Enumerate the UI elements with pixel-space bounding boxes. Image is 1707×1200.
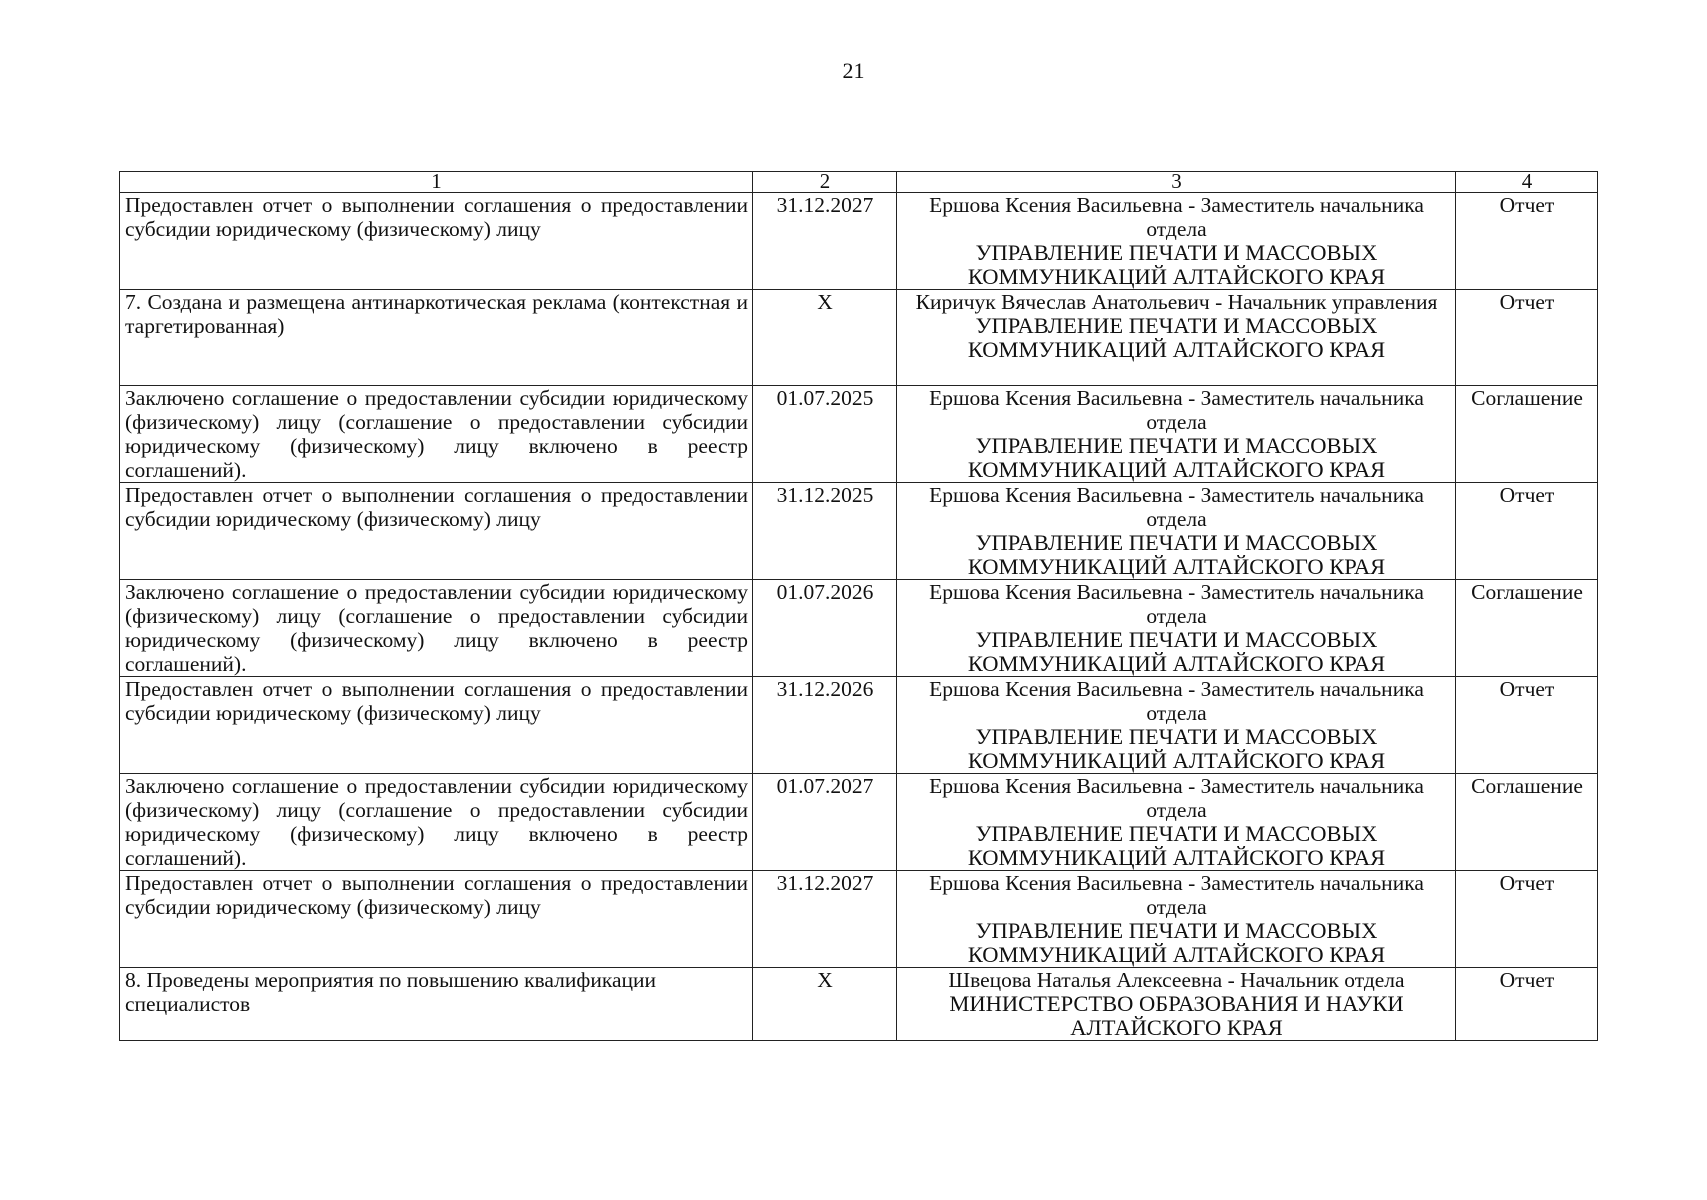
responsible-organization: УПРАВЛЕНИЕ ПЕЧАТИ И МАССОВЫХ КОММУНИКАЦИЙ АЛТАЙСКОГО КРАЯ <box>967 724 1386 773</box>
date-cell: 01.07.2027 <box>753 774 897 871</box>
responsible-person: Ершова Ксения Васильевна - Заместитель начальника отдела <box>929 193 1424 241</box>
date-cell: 01.07.2025 <box>753 386 897 483</box>
responsible-organization: МИНИСТЕРСТВО ОБРАЗОВАНИЯ И НАУКИ АЛТАЙСКОГО КРАЯ <box>949 991 1404 1040</box>
responsible-cell <box>897 193 1456 290</box>
responsible-organization: УПРАВЛЕНИЕ ПЕЧАТИ И МАССОВЫХ КОММУНИКАЦИЙ АЛТАЙСКОГО КРАЯ <box>967 530 1386 579</box>
table-row <box>120 290 1598 386</box>
responsible-person: Ершова Ксения Васильевна - Заместитель начальника отдела <box>929 580 1424 628</box>
responsible-cell <box>897 483 1456 580</box>
header-col-2: 2 <box>753 172 897 193</box>
date-cell: 31.12.2027 <box>753 871 897 968</box>
responsible-organization: УПРАВЛЕНИЕ ПЕЧАТИ И МАССОВЫХ КОММУНИКАЦИЙ АЛТАЙСКОГО КРАЯ <box>967 313 1386 362</box>
table-row <box>120 193 1598 290</box>
header-col-1: 1 <box>120 172 753 193</box>
task-cell: Предоставлен отчет о выполнении соглашения о предоставлении субсидии юридическому (физическому) лицу <box>120 193 753 290</box>
responsible-cell <box>897 871 1456 968</box>
date-cell: X <box>753 968 897 1041</box>
responsible-person: Швецова Наталья Алексеевна - Начальник отдела <box>948 968 1405 992</box>
table-row <box>120 483 1598 580</box>
plan-table-body <box>120 169 1598 1041</box>
header-col-4: 4 <box>1456 172 1598 193</box>
responsible-person: Киричук Вячеслав Анатольевич - Начальник управления <box>915 290 1438 314</box>
table-row <box>120 677 1598 774</box>
responsible-cell <box>897 968 1456 1041</box>
responsible-person: Ершова Ксения Васильевна - Заместитель начальника отдела <box>929 386 1424 434</box>
responsible-cell <box>897 386 1456 483</box>
document-type-cell: Отчет <box>1456 968 1598 1041</box>
page-number: 21 <box>842 58 865 83</box>
document-type-cell: Отчет <box>1456 677 1598 774</box>
date-cell: 01.07.2026 <box>753 580 897 677</box>
responsible-cell <box>897 580 1456 677</box>
document-type-cell: Соглашение <box>1456 386 1598 483</box>
task-cell: Предоставлен отчет о выполнении соглашения о предоставлении субсидии юридическому (физическому) лицу <box>120 871 753 968</box>
task-cell: Заключено соглашение о предоставлении субсидии юридическому (физическому) лицу (соглашение о предоставлении субсидии юридическому (физическому) лицу включено в реестр соглашений). <box>120 580 753 677</box>
task-cell: Заключено соглашение о предоставлении субсидии юридическому (физическому) лицу (соглашение о предоставлении субсидии юридическому (физическому) лицу включено в реестр соглашений). <box>120 386 753 483</box>
responsible-cell <box>897 290 1456 386</box>
responsible-organization: УПРАВЛЕНИЕ ПЕЧАТИ И МАССОВЫХ КОММУНИКАЦИЙ АЛТАЙСКОГО КРАЯ <box>967 627 1386 676</box>
responsible-organization: УПРАВЛЕНИЕ ПЕЧАТИ И МАССОВЫХ КОММУНИКАЦИЙ АЛТАЙСКОГО КРАЯ <box>967 918 1386 967</box>
document-type-cell: Соглашение <box>1456 774 1598 871</box>
document-type-cell: Отчет <box>1456 483 1598 580</box>
table-row <box>120 968 1598 1041</box>
document-type-cell: Отчет <box>1456 871 1598 968</box>
task-cell: Предоставлен отчет о выполнении соглашения о предоставлении субсидии юридическому (физическому) лицу <box>120 483 753 580</box>
document-type-cell: Отчет <box>1456 290 1598 386</box>
document-type-cell: Соглашение <box>1456 580 1598 677</box>
table-row <box>120 580 1598 677</box>
table-row <box>120 774 1598 871</box>
responsible-organization: УПРАВЛЕНИЕ ПЕЧАТИ И МАССОВЫХ КОММУНИКАЦИЙ АЛТАЙСКОГО КРАЯ <box>967 240 1386 289</box>
table-row <box>120 386 1598 483</box>
document-type-cell: Отчет <box>1456 193 1598 290</box>
responsible-person: Ершова Ксения Васильевна - Заместитель начальника отдела <box>929 677 1424 725</box>
table-row <box>120 871 1598 968</box>
responsible-organization: УПРАВЛЕНИЕ ПЕЧАТИ И МАССОВЫХ КОММУНИКАЦИЙ АЛТАЙСКОГО КРАЯ <box>967 433 1386 482</box>
plan-table <box>119 171 1598 1041</box>
responsible-person: Ершова Ксения Васильевна - Заместитель начальника отдела <box>929 483 1424 531</box>
responsible-cell <box>897 774 1456 871</box>
header-col-3: 3 <box>897 172 1456 193</box>
task-cell: Предоставлен отчет о выполнении соглашения о предоставлении субсидии юридическому (физическому) лицу <box>120 677 753 774</box>
responsible-person: Ершова Ксения Васильевна - Заместитель начальника отдела <box>929 774 1424 822</box>
date-cell: 31.12.2027 <box>753 193 897 290</box>
task-cell: 8. Проведены мероприятия по повышению квалификации специалистов <box>120 968 753 1041</box>
responsible-cell <box>897 677 1456 774</box>
date-cell: X <box>753 290 897 386</box>
task-cell: Заключено соглашение о предоставлении субсидии юридическому (физическому) лицу (соглашение о предоставлении субсидии юридическому (физическому) лицу включено в реестр соглашений). <box>120 774 753 871</box>
task-cell: 7. Создана и размещена антинаркотическая реклама (контекстная и таргетированная) <box>120 290 753 386</box>
date-cell: 31.12.2025 <box>753 483 897 580</box>
responsible-organization: УПРАВЛЕНИЕ ПЕЧАТИ И МАССОВЫХ КОММУНИКАЦИЙ АЛТАЙСКОГО КРАЯ <box>967 821 1386 870</box>
date-cell: 31.12.2026 <box>753 677 897 774</box>
responsible-person: Ершова Ксения Васильевна - Заместитель начальника отдела <box>929 871 1424 919</box>
table-header-row <box>120 172 1598 193</box>
